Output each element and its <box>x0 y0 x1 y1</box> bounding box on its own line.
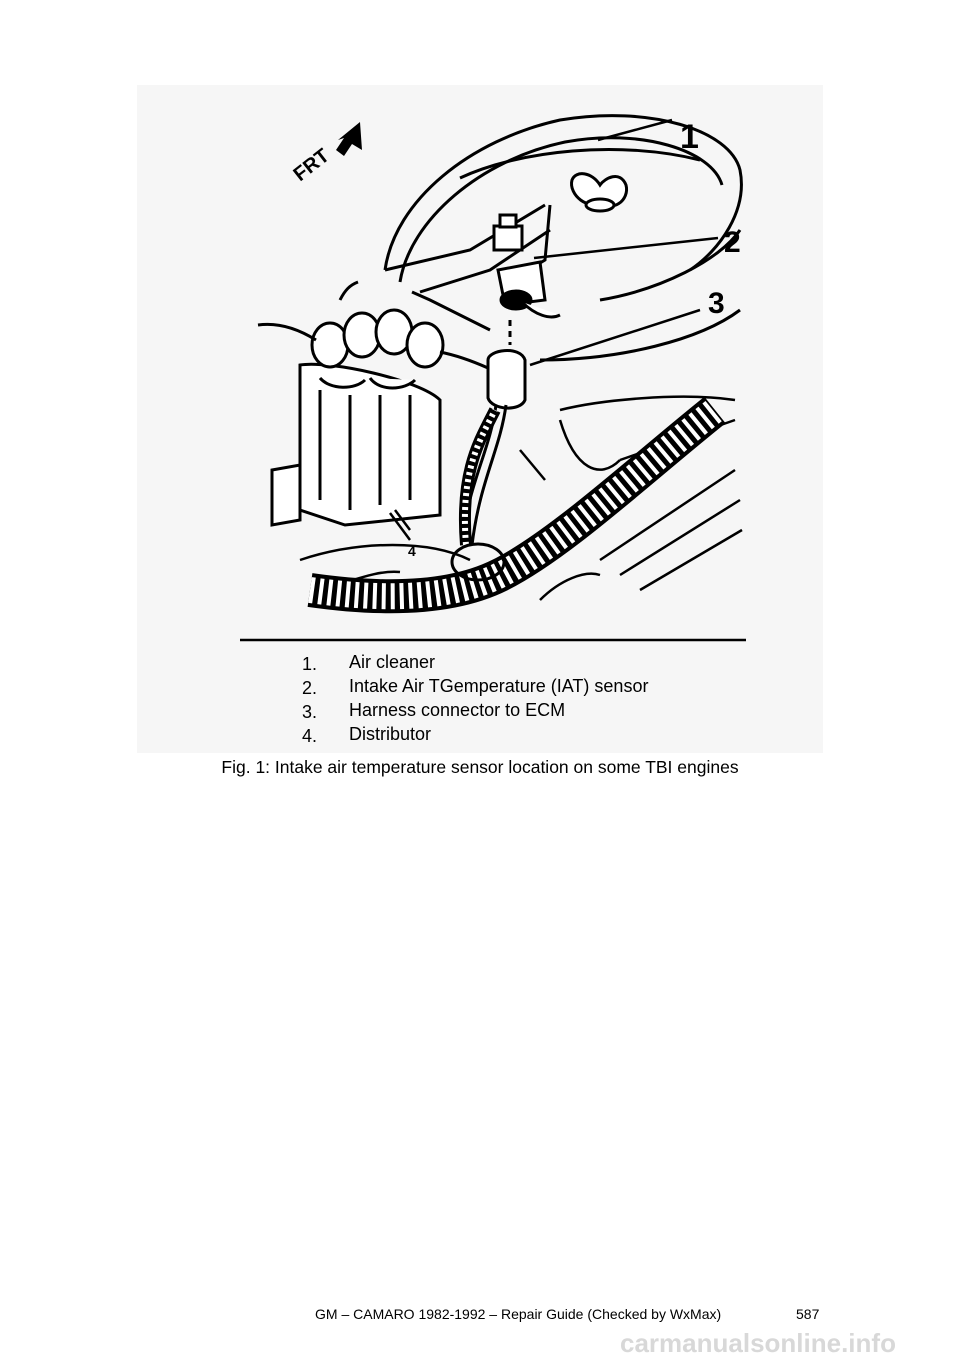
legend-label-1: Air cleaner <box>349 652 436 672</box>
legend-label-4: Distributor <box>349 724 432 744</box>
footer-title: GM – CAMARO 1982-1992 – Repair Guide (Checked by WxMax) <box>315 1306 722 1322</box>
legend-label-2: Intake Air TGemperature (IAT) sensor <box>349 676 649 696</box>
legend-number-1: 1. <box>302 654 318 674</box>
callout-1: 1 <box>680 118 699 156</box>
callout-3: 3 <box>708 287 725 320</box>
legend-label-3: Harness connector to ECM <box>349 700 566 720</box>
frt-label: FRT <box>289 144 334 186</box>
watermark: carmanualsonline.info <box>620 1328 896 1358</box>
callout-4: 4 <box>408 543 416 559</box>
page-number: 587 <box>796 1306 820 1322</box>
legend-number-4: 4. <box>302 726 318 746</box>
figure-caption: Fig. 1: Intake air temperature sensor location on some TBI engines <box>221 757 739 777</box>
legend-number-2: 2. <box>302 678 318 698</box>
callout-2: 2 <box>724 226 741 259</box>
legend-number-3: 3. <box>302 702 318 722</box>
